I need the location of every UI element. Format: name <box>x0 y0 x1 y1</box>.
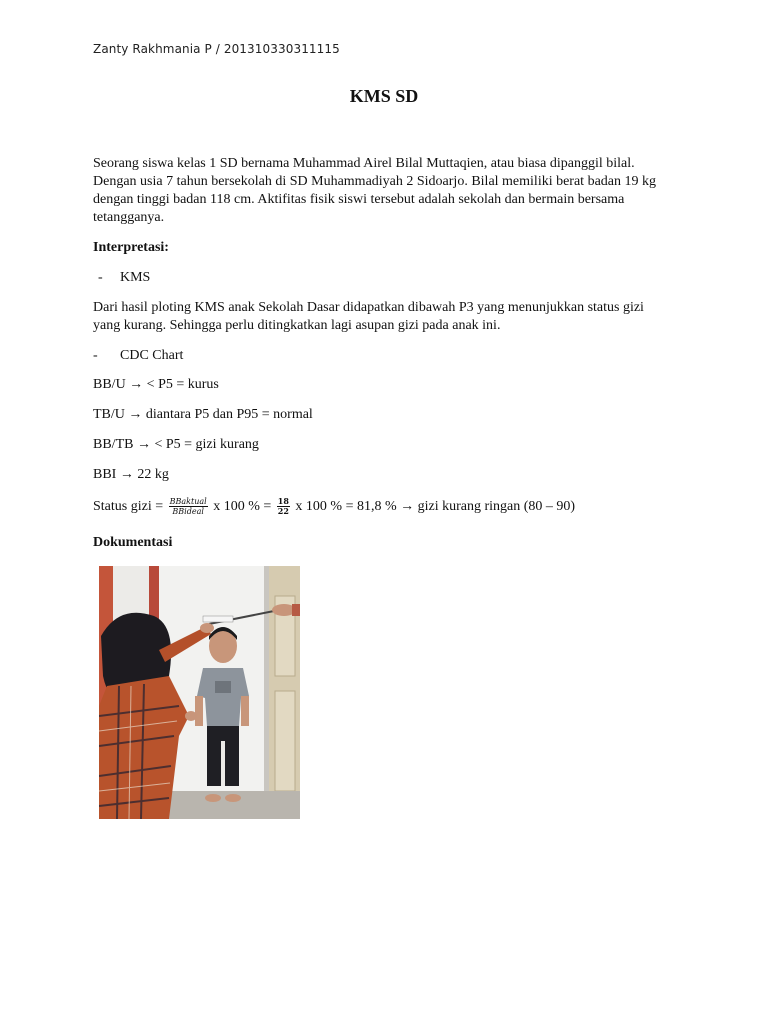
result-bb-u: BB/U → < P5 = kurus <box>93 377 219 392</box>
result-bbi: BBI → 22 kg <box>93 467 169 482</box>
kms-bullet-dash: - <box>98 270 103 285</box>
dokumentasi-heading: Dokumentasi <box>93 535 173 550</box>
formula-prefix: Status gizi = <box>93 499 164 514</box>
result-tb-u: TB/U → diantara P5 dan P95 = normal <box>93 407 313 422</box>
formula-mid: x 100 % = <box>213 499 272 514</box>
status-gizi-formula <box>93 496 575 518</box>
fraction-denominator: 22 <box>277 506 289 517</box>
fraction-numerator: 18 <box>277 496 289 507</box>
result-bb-tb: BB/TB → < P5 = gizi kurang <box>93 437 259 452</box>
document-title: KMS SD <box>349 86 419 106</box>
photo-illustration <box>99 566 300 819</box>
formula-suffix: x 100 % = 81,8 % → gizi kurang ringan (80 – 90) <box>295 499 576 514</box>
fraction-18-over-22 <box>277 497 290 516</box>
cdc-bullet-dash: - <box>93 348 98 363</box>
cdc-bullet-label: CDC Chart <box>120 348 184 363</box>
documentation-photo <box>99 566 300 819</box>
document-header: Zanty Rakhmania P / 201310330311115 <box>93 42 340 56</box>
intro-line-4: tetangganya. <box>93 210 165 225</box>
intro-line-3: dengan tinggi badan 118 cm. Aktifitas fisik siswi tersebut adalah sekolah dan bermain bersama <box>93 192 625 207</box>
fraction-numerator: BBaktual <box>169 497 207 507</box>
fraction-denominator: BBideal <box>172 507 204 517</box>
kms-line-2: yang kurang. Sehingga perlu ditingkatkan lagi asupan gizi pada anak ini. <box>93 318 501 333</box>
kms-bullet-label: KMS <box>120 270 151 285</box>
interpretasi-heading: Interpretasi: <box>93 240 169 255</box>
fraction-bb-actual-over-ideal <box>169 497 208 516</box>
intro-line-2: Dengan usia 7 tahun bersekolah di SD Muhammadiyah 2 Sidoarjo. Bilal memiliki berat badan 19 kg <box>93 174 657 189</box>
kms-line-1: Dari hasil ploting KMS anak Sekolah Dasar didapatkan dibawah P3 yang menunjukkan status gizi <box>93 300 644 315</box>
intro-line-1: Seorang siswa kelas 1 SD bernama Muhammad Airel Bilal Muttaqien, atau biasa dipanggil bilal. <box>93 156 635 171</box>
